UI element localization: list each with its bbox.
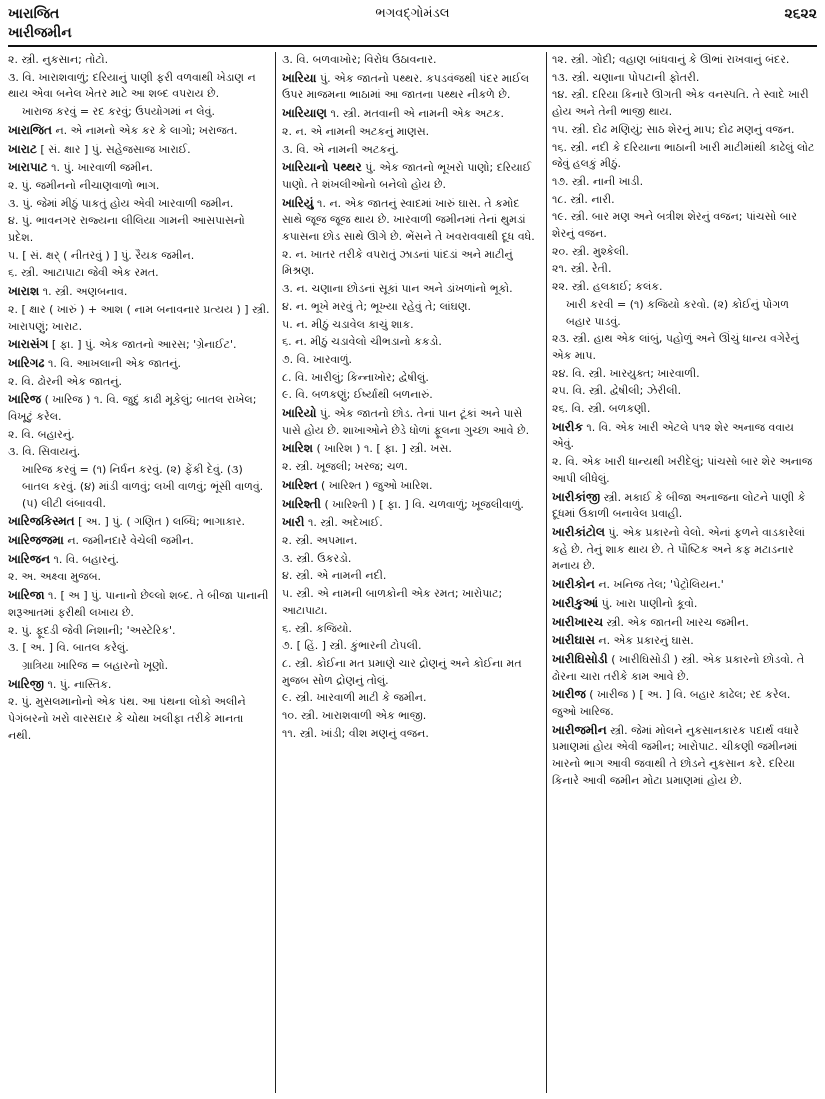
dictionary-entry <box>8 551 270 569</box>
definition-text: ૧. ન. એક જાતનું સ્વાદમાં ખારું ઘાસ. તે કમોદ સાથે જૂજ જૂજ થાય છે. ખારવાળી જમીનમાં તેનાં થુમડાં કપાસના છોડ સાથે ઊગે છે. ભેંસને તે ખવરાવવાથી દૂધ વધે. <box>282 196 535 244</box>
dictionary-entry <box>552 651 817 685</box>
sense-line <box>552 454 817 487</box>
headword: ખારીજમીન <box>552 722 607 737</box>
definition-text: ૧. વિ. આખલાની એક જાતનું. <box>44 356 181 370</box>
sense-line <box>8 104 270 121</box>
sense-line <box>282 690 540 707</box>
definition-text: ૨. પું. મુસલમાનોનો એક પંથ. આ પંથના લોકો અલીને પેગંબરનો ખરો વારસદાર કે ચોથા ખલીફા તરીકે માનતા નથી. <box>8 695 246 742</box>
definition-text: ૭. વિ. ખારવાળું. <box>282 352 353 366</box>
sense-line <box>282 708 540 725</box>
definition-text: ૧. વિ. એક ખારી એટલે ૫૧૨ શેર અનાજ વવાય એવું. <box>552 420 794 451</box>
headword: ખારીકુઆં <box>552 595 599 610</box>
definition-text: ૨. વિ. બહારનું. <box>8 427 75 441</box>
definition-text: ૯. સ્ત્રી. ખારવાળી માટી કે જમીન. <box>282 691 427 705</box>
definition-text: ખારી કરવી = (૧) કજિયો કરવો. (૨) કોઈનું પોગળ બહાર પાડવું. <box>566 297 789 328</box>
sense-line <box>8 658 270 675</box>
sense-line <box>8 248 270 265</box>
last-headword-guide: ખારીજમીન <box>8 25 72 41</box>
sense-line <box>8 623 270 640</box>
definition-text: [ ફા. ] પું. એક જાતનો આરસ; 'ગ્રેનાઈટ'. <box>48 338 237 352</box>
headword: ખારિજજમા <box>8 532 64 547</box>
definition-text: ૬. સ્ત્રી. કજિયો. <box>282 621 353 635</box>
definition-text: પું. એક જાતનો છોડ. તેનાં પાન ટૂંકાં અને પાસે પાસે હોય છે. શાખાઓને છેડે ધોળાં ફૂલના ગુચ્છા આવે છે. <box>282 407 530 437</box>
definition-text: ૩. વિ. સિવાયનું. <box>8 445 81 459</box>
dictionary-entry <box>282 405 540 439</box>
definition-text: ૧. સ્ત્રી. અણબનાવ. <box>39 285 128 299</box>
definition-text: ૨. સ્ત્રી. ખૂજલી; ખરજ; ચળ. <box>282 460 408 474</box>
sense-line <box>8 196 270 213</box>
dictionary-entry <box>282 477 540 495</box>
sense-line <box>8 70 270 103</box>
definition-text: ૨૦. સ્ત્રી. મુશ્કેલી. <box>552 244 629 258</box>
sense-line <box>282 299 540 316</box>
definition-text: ૨૬. વિ. સ્ત્રી. બળકણી. <box>552 402 651 416</box>
headword: ખારાપાટ <box>8 160 48 175</box>
definition-text: ૨૫. વિ. સ્ત્રી. દ્વેષીલી; ઝેરીલી. <box>552 384 682 398</box>
sense-line <box>552 401 817 418</box>
column-1 <box>8 52 270 1095</box>
dictionary-entry <box>8 676 270 694</box>
definition-text: ૧. પું. નાસ્તિક. <box>43 677 112 691</box>
dictionary-entry <box>282 159 540 193</box>
definition-text: પું. એક જાતનો ભૂખરો પાણો; દરિયાઈ પાણો. તે શંખલીઓનો બનેલો હોય છે. <box>282 161 532 191</box>
definition-text: ૨૧. સ્ત્રી. રેતી. <box>552 262 612 276</box>
dictionary-entry <box>8 141 270 159</box>
headword: ખારિશ્ત <box>282 477 318 492</box>
sense-line <box>8 427 270 444</box>
sense-line <box>282 370 540 387</box>
sense-line <box>8 374 270 391</box>
definition-text: ૨. અ. અક્ષ્વા મુજબ. <box>8 570 102 584</box>
sense-line <box>282 586 540 619</box>
dictionary-entry <box>282 514 540 532</box>
headword: ખારીઘિસોડી <box>552 651 608 666</box>
sense-line <box>282 638 540 655</box>
definition-text: ખારાજ કરવું = રદ કરવું; ઉપયોગમાં ન લેવું. <box>22 105 215 119</box>
definition-text: ખારિજ કરવું = (૧) નિર્ધન કરવું. (૨) ફેંકી દેવું. (૩) બાતલ કરવું. (૪) માંડી વાળવું; લખી વાળવું; ભૂંસી વાળવું. (૫) લીટી લંબાવવી. <box>22 463 264 510</box>
definition-text: ૧૯. સ્ત્રી. બાર મણ અને બત્રીશ શેરનું વજન; પાંચસો બાર શેરનું વજન. <box>552 210 797 241</box>
sense-line <box>552 192 817 209</box>
sense-line <box>282 247 540 280</box>
headword: ખારિયાનો પથ્થર <box>282 160 362 175</box>
headword: ખારિજકિસ્મત <box>8 514 75 529</box>
headword: ખારીઘાસ <box>552 633 595 648</box>
headword: ખારિયું <box>282 195 314 210</box>
sense-line <box>8 178 270 195</box>
headword: ખારાસંગ <box>8 337 49 352</box>
definition-text: ૩. સ્ત્રી. ઉકરડો. <box>282 551 352 565</box>
dictionary-entry <box>552 576 817 594</box>
sense-line <box>552 122 817 139</box>
dictionary-entry <box>8 513 270 531</box>
definition-text: ૧૭. સ્ત્રી. નાની ખાડી. <box>552 174 644 188</box>
sense-line <box>8 569 270 586</box>
headword: ખારીખારચ <box>552 614 604 629</box>
definition-text: ૩. પું. જેમાં મીઠું પાકતું હોય એવી ખારવાળી જમીન. <box>8 196 234 210</box>
headword: ખારી <box>282 515 305 530</box>
sense-line <box>282 52 540 69</box>
definition-text: ૨. વિ. ઢોરની એક જાતનું. <box>8 374 122 388</box>
headword: ખારિજન <box>8 551 51 566</box>
dictionary-entry <box>8 355 270 373</box>
headword: ખારાટ <box>8 141 37 156</box>
definition-text: ૧૪. સ્ત્રી. દરિયા કિનારે ઊગતી એક વનસ્પતિ. તે સ્વાદે ખારી હોય અને તેની ભાજી થાય. <box>552 88 809 119</box>
definition-text: ન. જમીનદારે વેચેલી જમીન. <box>63 533 194 547</box>
definition-text: ન. ખનિજ તેલ; 'પેટ્રોલિયન.' <box>594 578 724 592</box>
headword: ખારિયો <box>282 406 317 421</box>
definition-text: ૫. [ સં. ક્ષર્ ( નીતરવું ) ] પું. રૈયક જમીન. <box>8 248 195 262</box>
definition-text: ૧. સ્ત્રી. અદેખાઈ. <box>304 516 383 530</box>
dictionary-entry <box>552 632 817 650</box>
column-divider <box>546 52 547 1093</box>
definition-text: ૧૫. સ્ત્રી. દોઢ મણિયું; સાઠ શેરનું માપ; દોઢ મણનું વજન. <box>552 122 795 136</box>
headword: ખારિજા <box>8 588 45 603</box>
dictionary-entry <box>8 122 270 140</box>
dictionary-entry <box>8 336 270 354</box>
sense-line <box>8 462 270 512</box>
sense-line <box>282 621 540 638</box>
definition-text: ૧. [ અ ] પું. પાનાનો છેલ્લો શબ્દ. તે બીજા પાનાની શરૂઆતમાં ફરીથી લખાય છે. <box>8 589 269 619</box>
definition-text: પું. એક જાતનો પથ્થર. કપડવંજથી પંદર માઈલ ઉપર માજમના ભાઠામાં આ જાતના પથ્થર નીકળે છે. <box>282 71 530 102</box>
definition-text: સ્ત્રી. એક જાતની ખારચ જમીન. <box>603 615 749 629</box>
definition-text: ( ખારીજ ) [ અ. ] વિ. બહાર કાઢેલ; રદ કરેલ. જુઓ ખારિજ. <box>552 688 791 719</box>
definition-text: ૧. સ્ત્રી. મતવાની એ નામની એક અટક. <box>326 107 504 121</box>
definition-text: ન. એ નામનો એક કર કે લાગો; ખરાજત. <box>51 123 238 137</box>
definition-text: ( ખારિશ્તી ) [ ફા. ] વિ. ચળવાળું; ખૂજલીવાળું. <box>320 497 524 511</box>
sense-line <box>282 352 540 369</box>
sense-line <box>8 302 270 335</box>
sense-line <box>8 265 270 282</box>
dictionary-entry <box>8 159 270 177</box>
definition-text: ૩. [ અ. ] વિ. બાતલ કરેલું. <box>8 641 129 655</box>
definition-text: ૧૧. સ્ત્રી. ખાંડી; વીશ મણનું વજન. <box>282 726 429 740</box>
definition-text: ૩. વિ. બળવાખોર; વિરોધ ઉઠાવનાર. <box>282 53 437 66</box>
definition-text: ૨. પું. જમીનનો નીચાણવાળો ભાગ. <box>8 178 160 192</box>
page-header <box>8 2 817 42</box>
sense-line <box>552 331 817 364</box>
column-3 <box>552 52 817 1095</box>
sense-line <box>552 297 817 330</box>
dictionary-entry <box>8 587 270 621</box>
headword: ખારિશ્તી <box>282 496 321 511</box>
definition-text: સ્ત્રી. મકાઈ કે બીજા અનાજના લોટને પાણી કે દૂધમાં ઉકાળી બનાવેલ પ્રવાહી. <box>552 490 806 521</box>
definition-text: ૨૨. સ્ત્રી. હલકાઈ; કલંક. <box>552 280 663 294</box>
definition-text: ૫. સ્ત્રી. એ નામની બાળકોની એક રમત; ખારોપાટ; આટાપાટા. <box>282 587 503 617</box>
definition-text: ૩. ન. ચણાના છોડનાં સૂકાં પાન અને ડાંખળાંનો ભૂકો. <box>282 282 513 296</box>
sense-line <box>282 281 540 298</box>
sense-line <box>282 124 540 141</box>
definition-text: ૯. વિ. બળકણું; ઈર્ષ્યાથી બળનારું. <box>282 388 433 402</box>
definition-text: ૧૬. સ્ત્રી. નદી કે દરિયાના ભાઠાની ખારી માટીમાંથી કાઢેલું લોટ જેવું હલકું મીઠું. <box>552 140 815 171</box>
sense-line <box>552 261 817 278</box>
sense-line <box>552 244 817 261</box>
definition-text: ૬. સ્ત્રી. આટાપાટા જેવી એક રમત. <box>8 266 159 280</box>
definition-text: ૨૪. વિ. સ્ત્રી. ખારયુક્ત; ખારવાળી. <box>552 366 700 380</box>
definition-text: ૧૨. સ્ત્રી. ગોદી; વહાણ બાંધવાનું કે ઊભાં રાખવાનું બંદર. <box>552 53 790 66</box>
headword: ખારીકાંજી <box>552 489 601 504</box>
definition-text: ( ખારિજ ) ૧. વિ. જુદું કાઢી મૂકેલું; બાતલ રાખેલ; વિખૂટું કરેલ. <box>8 393 257 424</box>
headword: ખારિજી <box>8 676 44 691</box>
sense-line <box>552 366 817 383</box>
headword: ખારીકોન <box>552 577 595 592</box>
definition-text: પું. એક પ્રકારનો વેલો. એનાં ફળને વાડકારેલાં કહે છે. તેનું શાક થાય છે. તે પૌષ્ટિક અને કફ મટાડનાર મનાય છે. <box>552 525 805 573</box>
dictionary-entry <box>552 614 817 632</box>
definition-text: ( ખારીઘિસોડી ) સ્ત્રી. એક પ્રકારનો છોડવો. તે ઢોરના ચારા તરીકે કામ આવે છે. <box>552 652 805 683</box>
sense-line <box>282 334 540 351</box>
book-title: ભગવદ્ગોમંડલ <box>375 6 450 21</box>
definition-text: ૮. સ્ત્રી. કોઈના મત પ્રમાણે ચાર દ્રોણનું અને કોઈના મત મુજબ સોળ દ્રોણનું તોલું. <box>282 656 522 687</box>
sense-line <box>552 279 817 296</box>
headword: ખારીકાંટોલ <box>552 524 605 539</box>
definition-text: ૧૦. સ્ત્રી. ખારાશવાળી એક ભાજી. <box>282 709 427 723</box>
sense-line <box>552 174 817 191</box>
headword: ખારિયાણ <box>282 106 327 121</box>
headword: ખારિશ <box>282 441 313 456</box>
dictionary-entry <box>552 524 817 575</box>
definition-text: ૨. સ્ત્રી. અપમાન. <box>282 533 358 547</box>
headword: ખારીક <box>552 419 583 434</box>
dictionary-entry <box>282 70 540 104</box>
sense-line <box>282 726 540 743</box>
sense-line <box>8 444 270 461</box>
headword: ખારાજિત <box>8 122 52 137</box>
headword: ખારાશ <box>8 284 40 299</box>
dictionary-entry <box>8 283 270 301</box>
dictionary-entry <box>552 722 817 790</box>
definition-text: ૫. ન. મીઠું ચડાવેલ કાચું શાક. <box>282 317 414 331</box>
sense-line <box>552 209 817 242</box>
column-2 <box>282 52 540 1095</box>
sense-line <box>8 640 270 657</box>
sense-line <box>282 568 540 585</box>
sense-line <box>282 142 540 159</box>
sense-line <box>8 213 270 246</box>
headword: ખારિગઢ <box>8 355 45 370</box>
definition-text: ( ખારિશ ) ૧. [ ફા. ] સ્ત્રી. ખસ. <box>312 442 452 456</box>
definition-text: ૨. ન. એ નામની અટકનું માણસ. <box>282 124 430 138</box>
definition-text: ૩. વિ. એ નામની અટકનું. <box>282 142 399 156</box>
dictionary-entry <box>552 489 817 523</box>
headword: ખારિજ <box>8 392 42 407</box>
page-number: ૨૬૨૨ <box>784 6 817 22</box>
sense-line <box>8 694 270 744</box>
dictionary-entry <box>282 440 540 458</box>
dictionary-entry <box>8 391 270 425</box>
sense-line <box>282 317 540 334</box>
dictionary-entry <box>282 496 540 514</box>
sense-line <box>282 459 540 476</box>
dictionary-entry <box>552 595 817 613</box>
definition-text: ૪. સ્ત્રી. એ નામની નદી. <box>282 569 387 583</box>
definition-text: ૧૮. સ્ત્રી. નારી. <box>552 192 615 206</box>
sense-line <box>282 387 540 404</box>
definition-text: સ્ત્રી. જેમાં મોલને નુકસાનકારક પદાર્થ વધારે પ્રમાણમાં હોય એવી જમીન; ખારોપાટ. ચીકણી જમીનમાં ખારનો ભાગ આવી જવાથી તે છોડને નુકસાન કરે. દરિયા કિનારે આવી જમીન મોટા પ્રમાણમાં હોય છે. <box>552 723 799 787</box>
definition-text: ૧૩. સ્ત્રી. ચણાના પોપટાની ફોતરી. <box>552 70 700 84</box>
definition-text: ૪. પું. ભાવનગર રાજ્યના લીલિયા ગામની આસપાસનો પ્રદેશ. <box>8 214 245 245</box>
definition-text: ન. એક પ્રકારનું ઘાસ. <box>594 634 694 648</box>
sense-line <box>282 656 540 689</box>
column-divider <box>275 52 276 1093</box>
sense-line <box>552 383 817 400</box>
dictionary-entry <box>282 105 540 123</box>
definition-text: ૧. પું. ખારવાળી જમીન. <box>47 161 153 175</box>
definition-text: પું. ખારા પાણીનો કૂવો. <box>598 596 698 610</box>
sense-line <box>552 70 817 87</box>
definition-text: ૮. વિ. ખારીલું; કિન્નાખોર; દ્વેષીલું. <box>282 370 429 384</box>
dictionary-entry <box>8 532 270 550</box>
sense-line <box>552 87 817 120</box>
definition-text: ગ્રાત્રિયા ખારિજ = બહારનો ખૂણો. <box>22 658 169 672</box>
definition-text: ૪. ન. ભૂખે મરવું તે; ભૂખ્યા રહેવું તે; લાંઘણ. <box>282 299 471 313</box>
definition-text: ૬. ન. મીઠું ચડાવેલો ચીભડાનો કકડો. <box>282 335 442 349</box>
sense-line <box>552 140 817 173</box>
sense-line <box>282 533 540 550</box>
definition-text: ૧. વિ. બહારનું. <box>50 552 119 566</box>
first-headword-guide: ખારાજિત <box>8 6 60 22</box>
sense-line <box>282 551 540 568</box>
dictionary-entry <box>552 419 817 453</box>
sense-line <box>552 52 817 69</box>
definition-text: ૨૩. સ્ત્રી. હાથ એક લાંબું, પહોળું અને ઊંચું ધાન્ય વગેરેનું એક માપ. <box>552 332 799 362</box>
definition-text: ૨. [ ક્ષાર ( ખારું ) + આશ ( નામ બનાવનાર પ્રત્યય ) ] સ્ત્રી. ખારાપણું; ખારાટ. <box>8 302 270 333</box>
definition-text: ૨. વિ. એક ખારી ધાન્યથી ખરીદેલું; પાંચસો બાર શેર અનાજ આપી લીધેલું. <box>552 455 813 485</box>
definition-text: [ સં. ક્ષાર ] પું. સહેજસાજ ખારાઈ. <box>36 142 191 156</box>
dictionary-entry <box>552 686 817 720</box>
headword: ખારિયા <box>282 70 317 85</box>
definition-text: ૭. [ હિં. ] સ્ત્રી. કુંભારની ટોપલી. <box>282 639 422 653</box>
definition-text: ૨. સ્ત્રી. નુકસાન; તોટો. <box>8 53 109 66</box>
sense-line <box>8 52 270 69</box>
definition-text: ૩. વિ. ખારાશવાળું; દરિયાનું પાણી ફરી વળવાથી ખેડાણ ન થાય એવા બનેલ ખેતર માટે આ શબ્દ વપરાય છે. <box>8 70 256 101</box>
headword: ખારીજ <box>552 687 586 702</box>
definition-text: ૨. ન. ખાતર તરીકે વપરાતું ઝાડનાં પાંદડાં અને માટીનું મિશ્રણ. <box>282 247 513 278</box>
definition-text: [ અ. ] પું. ( ગણિત ) લબ્ધિ; ભાગાકાર. <box>74 515 246 529</box>
dictionary-entry <box>282 195 540 246</box>
definition-text: ( ખારિશ્ત ) જુઓ ખારિશ. <box>317 478 433 492</box>
definition-text: ૨. પું. ફૂદડી જેવી નિશાની; 'અસ્ટેરિક'. <box>8 623 176 637</box>
header-rule <box>8 45 817 47</box>
